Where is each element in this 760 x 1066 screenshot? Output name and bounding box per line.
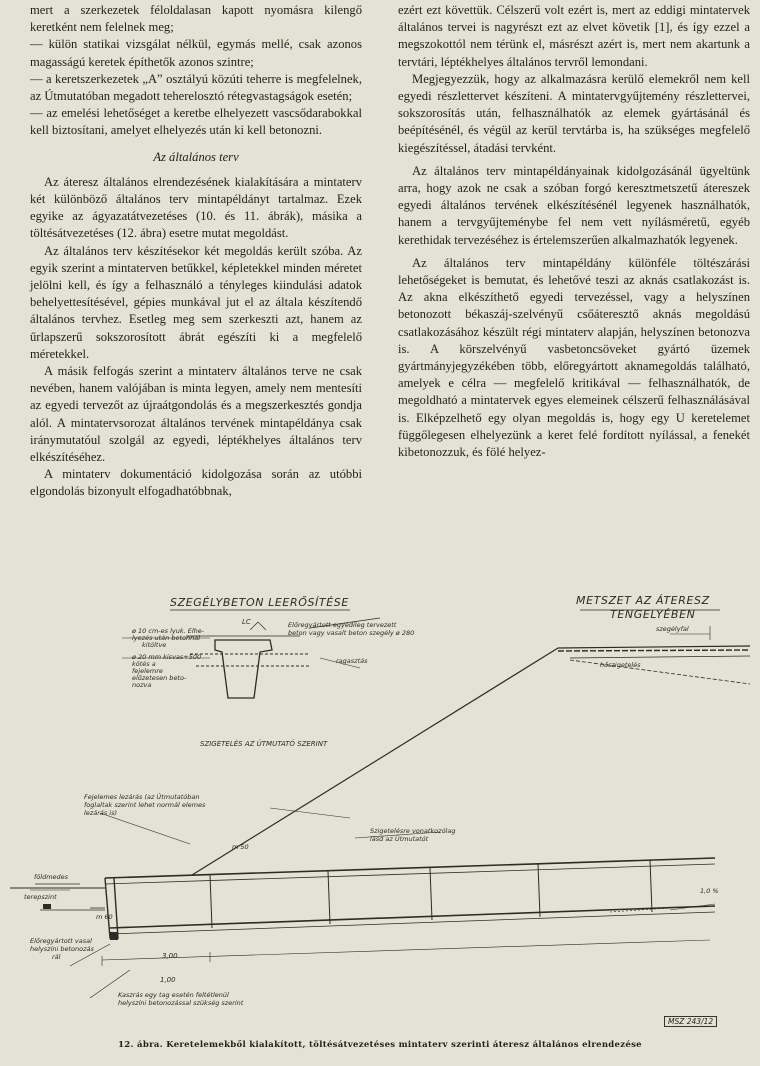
dimension-label: m 50 xyxy=(232,843,249,851)
paragraph: Az általános terv készítésekor két megoldás került szóba. Az egyik szerint a mintaterven betűkkel, képletekkel minden méretet jelölni kell, és így a felhasználó a tényleges kiindulási adatok behelyettesítésével, gépies munkával jut el az általa készítendő általános tervhez. Esetleg meg sem szerkeszti azt, hanem az űrlapszerű sokszorosított ábrát egészíti ki a megfelelő méretekkel. xyxy=(30,243,362,361)
bottom-note: Kaszrás egy tag esetén feltétlenül xyxy=(118,991,229,999)
drawing-code: MSZ 243/12 xyxy=(664,1016,717,1027)
thermal-label: hőszigetelés xyxy=(600,661,641,669)
paragraph: ezért ezt követtük. Célszerű volt ezért is, mert az eddigi mintatervek általános tervei is nagyrészt ezt az elvet követik [1], és így ezzel a megszokottól nem térünk el, másrészt azért is, mert nem akartunk a tervtári, léptékhelyes általános tervről lemondani. xyxy=(398,3,750,69)
terrain-label: terepszint xyxy=(24,893,57,901)
right-text-column xyxy=(398,2,750,461)
section-heading: Az általános terv xyxy=(153,149,239,164)
drawing-lines xyxy=(10,588,750,1034)
detail-note: fejelemre xyxy=(132,667,163,675)
head-element-note: lezárás is) xyxy=(84,809,118,817)
section-title-line2: TENGELYÉBEN xyxy=(610,608,696,621)
list-item-paragraph: — külön statikai vizsgálat nélkül, egymás mellé, csak azonos magasságú keretek építhetők azonos szintre; xyxy=(30,37,362,69)
figure-caption: 12. ábra. Keretelemekből kialakított, töltésátvezetéses mintaterv szerinti áteresz általános elrendezése xyxy=(118,1040,642,1050)
detail-note: kötés a xyxy=(132,660,156,668)
left-text-column xyxy=(30,2,362,501)
list-item-paragraph: — az emelési lehetőséget a keretbe elhelyezett vascsődarabokkal kell biztosítani, amelyet elhelyezés után ki kell betonozni. xyxy=(30,106,362,138)
detail-note: előzetesen beto- xyxy=(132,674,187,682)
rail-label: szegélyfal xyxy=(656,625,689,633)
insulation-note: Szigetelésre vonatkozólag xyxy=(370,827,456,835)
dimension-label: 3,00 xyxy=(162,952,178,960)
insulation-note: lásd az Útmutatót xyxy=(370,835,429,843)
lc-label: LC xyxy=(242,618,251,626)
engineering-drawing xyxy=(10,588,750,1034)
detail-note: nozva xyxy=(132,681,152,689)
precast-ground-note: Előregyártott vasal xyxy=(30,937,92,945)
detail-note: ø 20 mm kisvas+500 xyxy=(132,653,202,661)
precast-ground-note: rál xyxy=(52,953,61,961)
insulation-title: SZIGETELÉS AZ ÚTMUTATÓ SZERINT xyxy=(200,740,328,748)
list-item-paragraph: — a keretszerkezetek „A” osztályú közúti teherre is megfelelnek, az Útmutatóban megadott teherelosztó rétegvastagságok esetén; xyxy=(30,71,362,104)
paragraph: Az általános terv mintapéldányainak kidolgozásánál ügyeltünk arra, hogy azok ne csak a szóban forgó keresztmetszetű átereszek egyedi általános tervének elkészítésénél legyenek használhatók, hanem a tervgyűjteménybe fel nem vett nyílásméretű, egyéb kerethidak tervezéséhez is értelemszerűen alkalmazhatók legyenek. xyxy=(398,163,750,247)
paragraph: mert a szerkezetek féloldalasan kapott nyomásra kilengő keretként nem felelnek meg; xyxy=(30,3,362,35)
head-element-note: Fejelemes lezárás (az Útmutatóban xyxy=(84,793,200,801)
bottom-note: helyszíni betonozással szükség szerint xyxy=(118,999,244,1007)
detail-note: lyezés után betonnal xyxy=(132,634,201,642)
detail-note: ø 10 cm-es lyuk. Elhe- xyxy=(132,627,205,635)
detail-note: kitöltve xyxy=(142,641,167,649)
glue-label: ragasztás xyxy=(336,657,368,665)
paragraph: Az általános terv mintapéldány különféle töltészárási lehetőségeket is bemutat, és lehetővé teszi az aknás csatlakozást is. Az akna elkészíthető egyedi tervezéssel, vagy a helyszínen betonozott békaszáj-szelvényű csőáteresztő aknás megoldású csatlakozásához készült régi mintaterv alapján, helyszínen betonozva is. A körszelvényű vasbetoncsöveket gyártó üzemek gyártmányjegyzékében több, előregyártott aknamegoldás található, amelyek e célra — megfelelő kritikával — felhasználhatók, de megoldható a mintatervek egyes elemeinek célszerű felhasználásával is. Elképzelhető egy olyan megoldás is, hogy egy U keretelemet függőlegesen elhelyezünk a keret felé fordított nyílással, a fenekét kibetonozzuk, és fölé helyez- xyxy=(398,255,750,460)
ground-label: földmedes xyxy=(34,873,69,881)
precast-note: beton vagy vasalt beton szegély ø 280 xyxy=(288,629,415,637)
section-title-line1: METSZET AZ ÁTERESZ xyxy=(576,594,710,607)
paragraph: A mintaterv dokumentáció kidolgozása során az utóbbi elgondolás bizonyult elfogadhatóbbnak, xyxy=(30,467,362,499)
paragraph: Az áteresz általános elrendezésének kialakítására a mintaterv két különböző általános terv mintapéldányt tartalmaz. Ezek egyike az ágyazatátvezetéses (10. és 11. ábrák), másika a töltésátvezetéses (12. ábra) esetre mutat megoldást. xyxy=(30,174,362,241)
dimension-label: 1,00 xyxy=(160,976,176,984)
paragraph: Megjegyezzük, hogy az alkalmazásra kerülő elemekről nem kell egyedi részlettervet készíteni. A mintatervgyűjtemény részlettervei, sokszorosítás után, felhasználhatók az elemek gyártásánál és beépítésénél, és végül az kerül tervtárba is, ha szükséges megfelelő kiegészítéssel, átadási tervként. xyxy=(398,71,750,155)
slope-label: 1,0 % xyxy=(700,887,719,895)
precast-ground-note: helyszíni betonozás xyxy=(30,945,94,953)
dimension-label: m 60 xyxy=(96,913,113,921)
precast-note: Előregyártott egyedileg tervezett xyxy=(288,621,397,629)
head-element-note: foglaltak szerint lehet normál elemes xyxy=(84,801,206,809)
detail-title: SZEGÉLYBETON LEERŐSÍTÉSE xyxy=(170,596,349,609)
paragraph: A másik felfogás szerint a mintaterv általános terve ne csak nevében, hanem valójában is minta legyen, amely nem mentesíti az egyedi tervezőt az újraátgondolás és a megszerkesztés gondja alól. A mintatervsorozat általános tervének mintapéldánya csak iránymutatóul szolgál az egyedi, léptékhelyes általános terv elkészítéséhez. xyxy=(30,364,362,465)
